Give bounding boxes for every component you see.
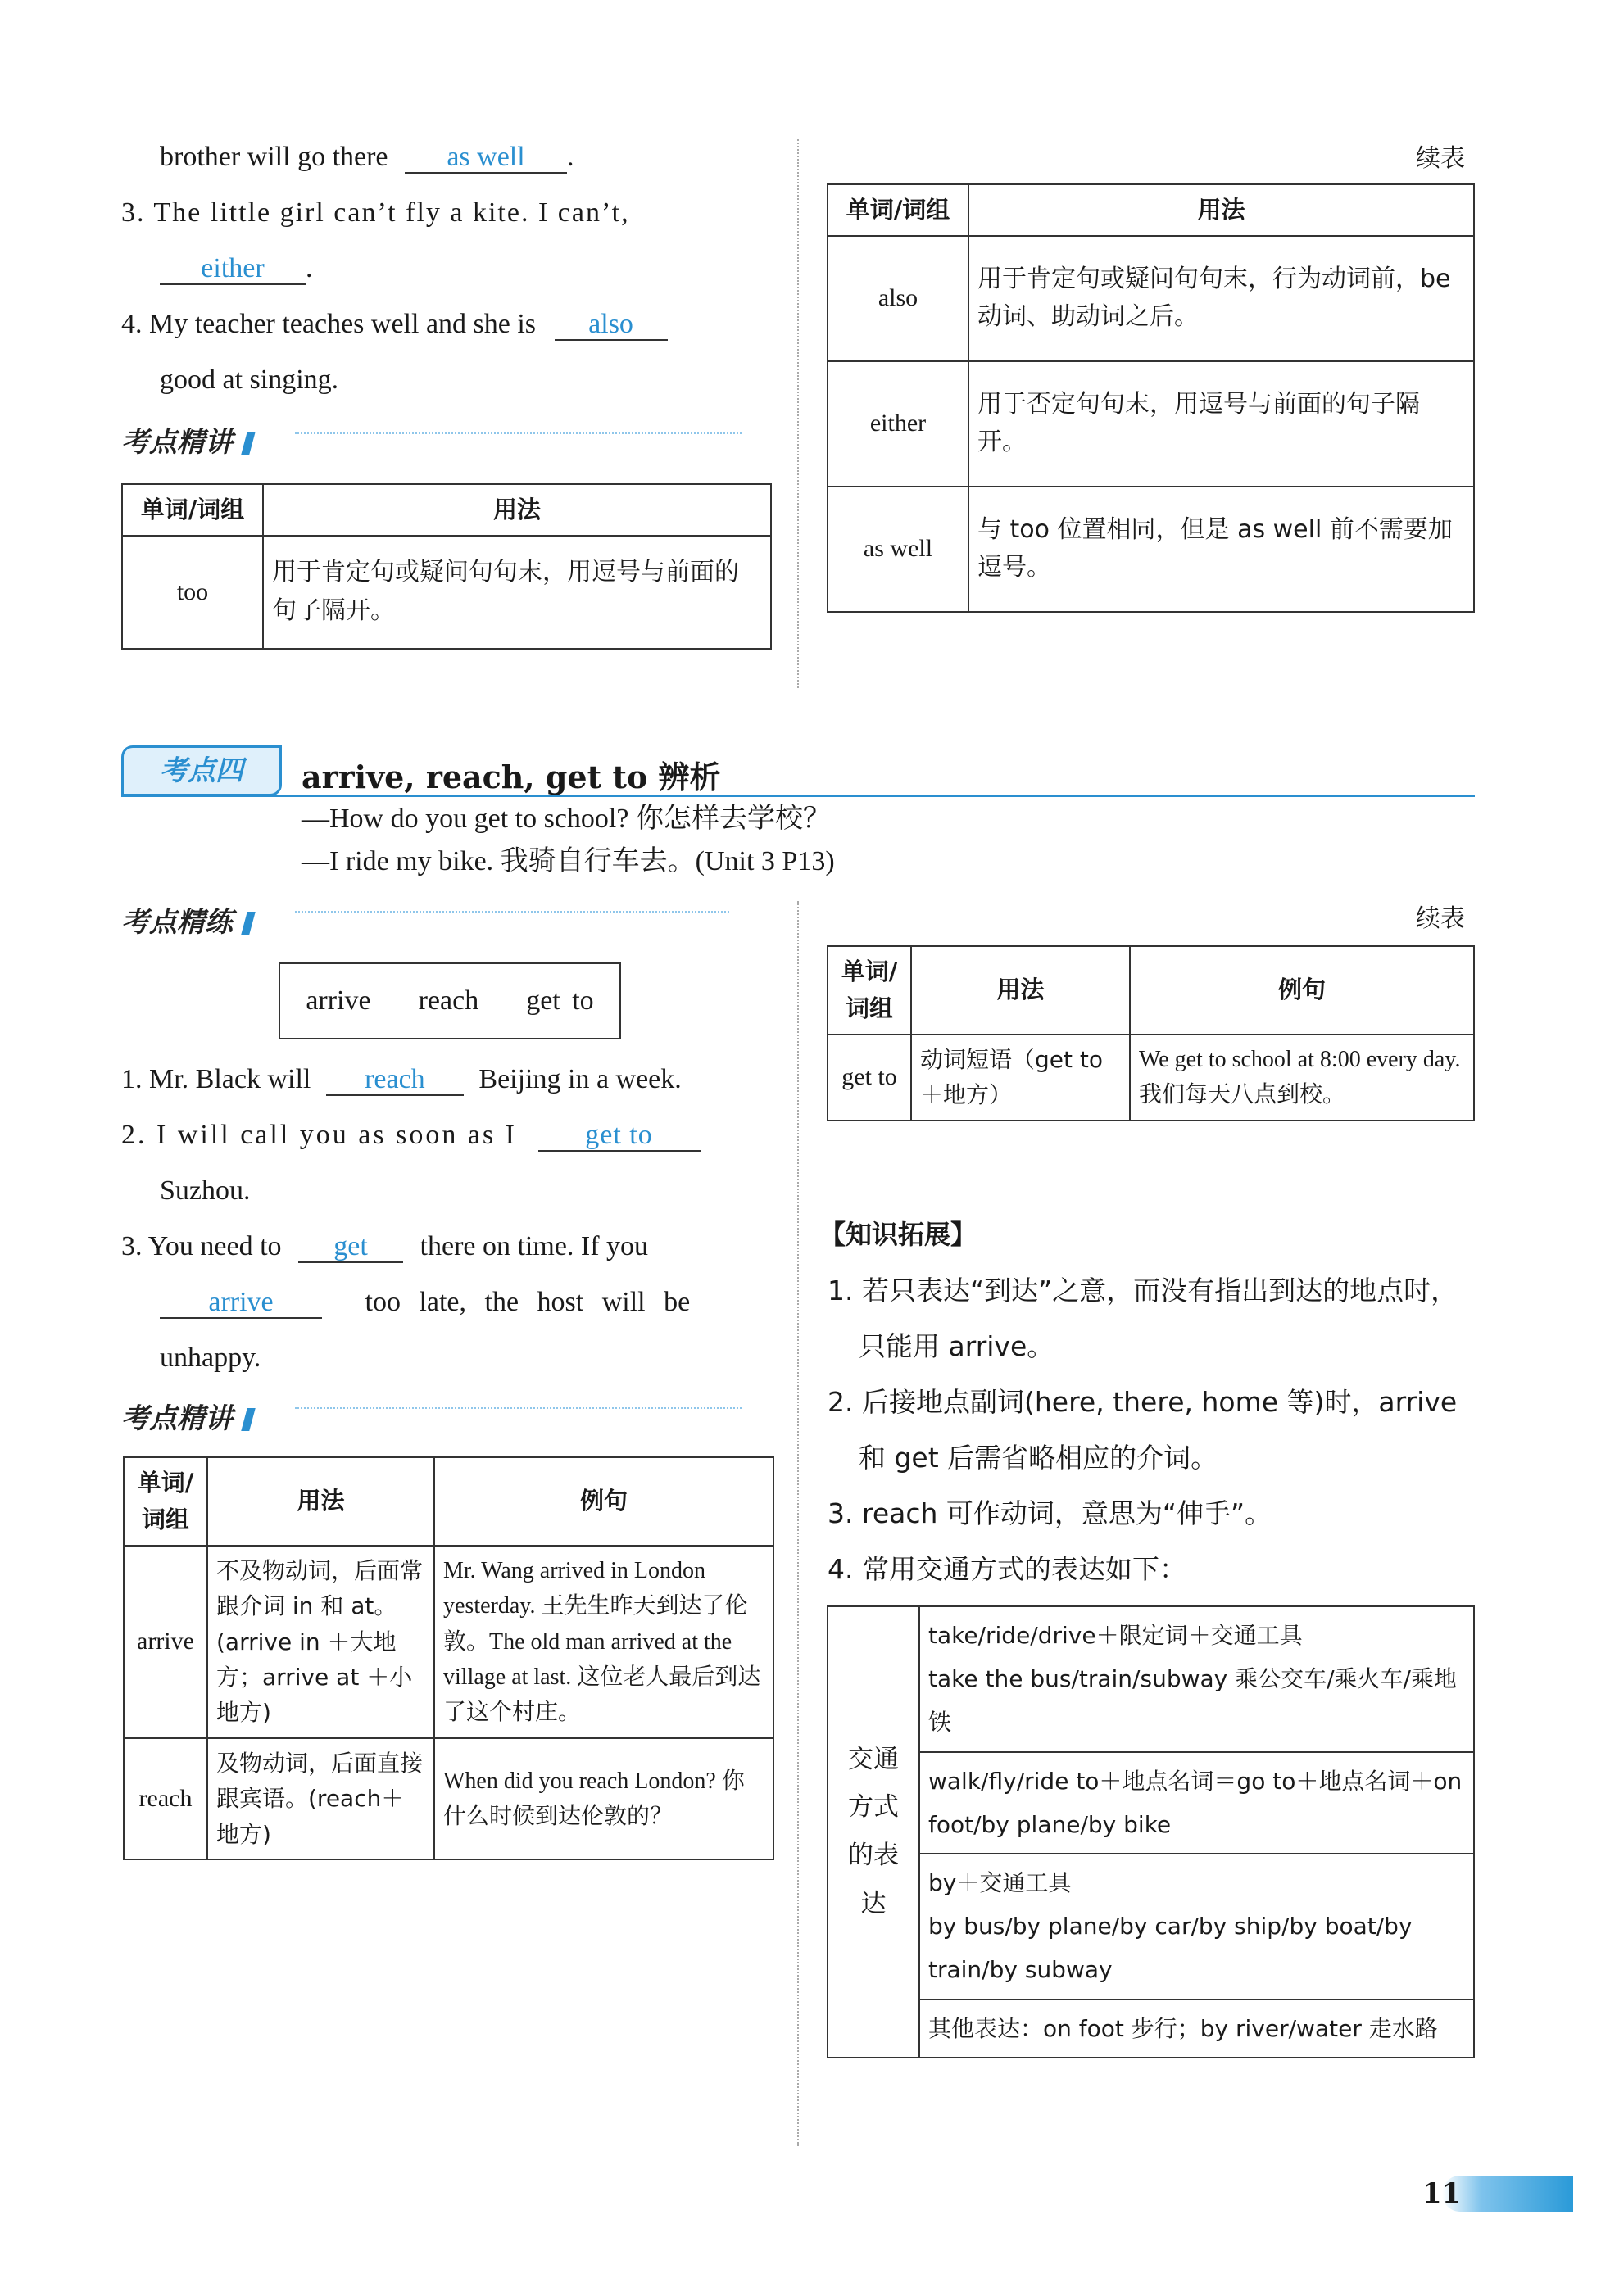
q2-answer: get to [538, 1120, 701, 1152]
q4-line [121, 308, 668, 342]
q3-answer-1: get [298, 1231, 403, 1263]
section-title: arrive, reach, get to 辨析 [302, 759, 721, 795]
list-item: 4. 常用交通方式的表达如下： [828, 1553, 1186, 1585]
table-row [122, 536, 771, 649]
cell-usage: 及物动词，后面直接跟宾语。(reach＋地方) [207, 1738, 434, 1859]
transport-cell: walk/fly/ride to＋地点名词＝go to＋地点名词＋on foot/by plane/by bike [919, 1752, 1474, 1854]
th-usage: 用法 [263, 484, 771, 536]
cell-word: either [828, 361, 968, 487]
page-number: 11 [1422, 2177, 1462, 2210]
continued-label: 续表 [1416, 904, 1465, 933]
cell-example: Mr. Wang arrived in London yesterday. 王先生昨天到达了伦敦。The old man arrived at the village at last. 这位老人最后到达了这个村庄。 [434, 1546, 773, 1738]
transport-cell: by＋交通工具 by bus/by plane/by car/by ship/by boat/by train/by subway [919, 1854, 1474, 1999]
transport-cell: take/ride/drive＋限定词＋交通工具 take the bus/train/subway 乘公交车/乘火车/乘地铁 [919, 1606, 1474, 1752]
cell-example: We get to school at 8:00 every day. 我们每天八点到校。 [1130, 1035, 1474, 1121]
table-transport [827, 1605, 1475, 2058]
expand-points [828, 1263, 1479, 1597]
th-word: 单词/词组 [122, 484, 263, 536]
transport-label: 交通方式的表达 [828, 1606, 919, 2058]
q2-answer: as well [405, 142, 567, 174]
th-usage: 用法 [968, 184, 1474, 236]
q1-answer: reach [326, 1064, 464, 1096]
th-word: 单词/词组 [828, 184, 968, 236]
heading-bar-icon [241, 912, 256, 935]
cell-usage: 用于肯定句或疑问句句末，行为动词前，be 动词、助动词之后。 [968, 236, 1474, 361]
section-example-2: —I ride my bike. 我骑自行车去。(Unit 3 P13) [302, 846, 835, 876]
cell-word: reach [124, 1738, 207, 1859]
lecture-heading-top: 考点精讲 [121, 419, 252, 460]
q3-answer-line: either . [160, 252, 313, 286]
section-rule [121, 795, 1475, 797]
practice-q3: 3. You need to get there on time. If you [121, 1230, 648, 1264]
table-too [121, 483, 772, 650]
th-example: 例句 [1130, 946, 1474, 1035]
table-arrive-reach [123, 1456, 774, 1860]
section-tag: 考点四 [121, 745, 282, 796]
column-divider [797, 139, 799, 688]
q4-cont: good at singing. [160, 365, 339, 395]
expand-title: 【知识拓展】 [819, 1219, 977, 1250]
table-row [828, 236, 1474, 361]
table-row [124, 1738, 773, 1859]
table-row [828, 1035, 1474, 1121]
q2-continuation: brother will go there as well . [160, 141, 574, 174]
th-usage: 用法 [207, 1457, 434, 1546]
cell-word: arrive [124, 1546, 207, 1738]
cell-usage: 动词短语（get to ＋地方） [911, 1035, 1130, 1121]
practice-heading: 考点精练 [121, 899, 252, 940]
q4-answer: also [555, 309, 668, 341]
lecture-heading-bottom: 考点精讲 [121, 1396, 252, 1436]
cell-usage: 用于否定句句末，用逗号与前面的句子隔开。 [968, 361, 1474, 487]
q2-cont: Suzhou. [160, 1175, 251, 1206]
table-row [828, 1854, 1474, 1999]
q3-answer-2: arrive [160, 1287, 322, 1319]
cell-usage: 与 too 位置相同，但是 as well 前不需要加逗号。 [968, 487, 1474, 612]
q4-text: 4. My teacher teaches well and she is [121, 309, 537, 339]
cell-word: get to [828, 1035, 911, 1121]
page-number-bar [1442, 2176, 1573, 2212]
cell-usage: 不及物动词，后面常跟介词 in 和 at。(arrive in ＋大地方；arrive at ＋小地方) [207, 1546, 434, 1738]
cell-word: too [122, 536, 263, 649]
heading-bar-icon [241, 432, 256, 455]
cell-word: as well [828, 487, 968, 612]
q3-cont: unhappy. [160, 1343, 261, 1373]
table-row [828, 1999, 1474, 2058]
th-example: 例句 [434, 1457, 773, 1546]
heading-dots [295, 1407, 742, 1409]
table-also-either [827, 183, 1475, 613]
word-box: arrive reach get to [279, 962, 621, 1039]
table-row [828, 487, 1474, 612]
transport-cell: 其他表达：on foot 步行；by river/water 走水路 [919, 1999, 1474, 2058]
list-item: 1. 若只表达“到达”之意，而没有指出到达的地点时，只能用 arrive。 [828, 1275, 1458, 1362]
cell-usage: 用于肯定句或疑问句句末，用逗号与前面的句子隔开。 [263, 536, 771, 649]
table-get-to [827, 945, 1475, 1121]
practice-q2: 2. I will call you as soon as I get to [121, 1119, 701, 1153]
cell-word: also [828, 236, 968, 361]
th-word: 单词/词组 [124, 1457, 207, 1546]
q3-text: 3. The little girl can’t fly a kite. I can’t, [121, 197, 630, 228]
practice-q3-line2: arrive too late, the host will be [160, 1286, 690, 1320]
q3-answer: either [160, 253, 306, 285]
heading-dots [295, 911, 729, 913]
q2-cont-text: brother will go there [160, 142, 388, 172]
practice-q1: 1. Mr. Black will reach Beijing in a week. [121, 1063, 682, 1097]
continued-label: 续表 [1416, 144, 1465, 173]
list-item: 2. 后接地点副词(here, there, home 等)时，arrive 和 get 后需省略相应的介词。 [828, 1386, 1458, 1474]
table-row [828, 1752, 1474, 1854]
table-row [828, 361, 1474, 487]
heading-dots [295, 432, 742, 434]
list-item: 3. reach 可作动词，意思为“伸手”。 [828, 1497, 1272, 1529]
th-usage: 用法 [911, 946, 1130, 1035]
heading-bar-icon [241, 1408, 256, 1431]
th-word: 单词/词组 [828, 946, 911, 1035]
column-divider [797, 901, 799, 2146]
table-row [124, 1546, 773, 1738]
cell-example: When did you reach London? 你什么时候到达伦敦的？ [434, 1738, 773, 1859]
table-row [828, 1606, 1474, 1752]
section-example-1: —How do you get to school? 你怎样去学校？ [302, 804, 831, 834]
